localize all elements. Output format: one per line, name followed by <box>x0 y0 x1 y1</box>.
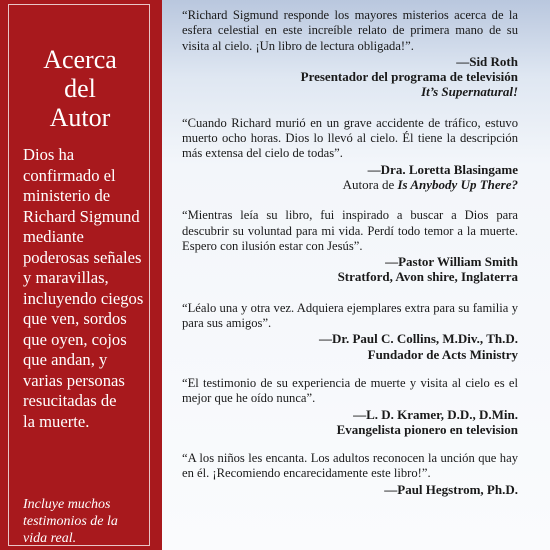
heading-line: Autor <box>49 103 111 132</box>
author-bio <box>23 145 149 432</box>
quote-role <box>182 177 518 192</box>
quote-text: “El testimonio de su experiencia de muerte y visita al cielo es el mejor que he oído nunca”. <box>182 375 518 406</box>
endorsement <box>182 451 518 497</box>
bio-line: que ven, sordos <box>23 309 127 328</box>
quote-text: “A los niños les encanta. Los adultos reconocen la unción que hay en él. ¡Recomiendo encarecidamente este libro!”. <box>182 451 518 481</box>
quote-text: “Cuando Richard murió en un grave accidente de tráfico, estuvo muerto ocho horas. Dios lo llevó al cielo. Él tiene la descripción más extensa del cielo de todas”. <box>182 115 518 161</box>
quote-author: —Sid Roth <box>456 53 518 69</box>
quote-role-book: Is Anybody Up There? <box>397 176 518 192</box>
endorsement <box>182 8 518 100</box>
bio-line: la muerte. <box>23 411 90 431</box>
quote-role-prefix: Autora de <box>342 176 398 192</box>
endorsement <box>182 301 518 362</box>
quote-author: —Paul Hegstrom, Ph.D. <box>384 481 518 497</box>
bio-line: Dios ha <box>23 145 75 164</box>
bio-line: y maravillas, <box>23 268 109 287</box>
bio-line: incluyendo ciegos <box>23 288 144 308</box>
bio-line: que andan, y <box>23 350 108 369</box>
quote-text: “Léalo una y otra vez. Adquiera ejemplares extra para su familia y para sus amigos”. <box>182 300 518 331</box>
quote-role: Stratford, Avon shire, Inglaterra <box>337 269 518 285</box>
note-line: testimonios de la <box>23 514 118 529</box>
bio-line: que oyen, cojos <box>23 329 127 349</box>
bio-line: mediante <box>23 227 84 246</box>
heading-line: del <box>64 74 96 103</box>
panel-heading <box>9 45 151 132</box>
quote-text: “Richard Sigmund responde los mayores misterios acerca de la esfera celestial en este increíble relato de primera mano de su visita al cielo. ¡Un libro de lectura obligada!”. <box>182 8 518 53</box>
bio-line: Richard Sigmund <box>23 206 140 226</box>
panel-border <box>8 4 150 546</box>
endorsement <box>182 376 518 437</box>
bio-line: confirmado el <box>23 165 116 185</box>
quote-author: —Pastor William Smith <box>385 254 518 270</box>
testimonies-note <box>23 496 149 547</box>
bio-line: varias personas <box>23 370 125 390</box>
bio-line: poderosas señales <box>23 247 142 267</box>
quote-role-show: It’s Supernatural! <box>421 84 518 100</box>
bio-line: resucitadas de <box>23 391 117 410</box>
endorsements <box>182 8 518 513</box>
note-line: Incluye muchos <box>23 497 111 512</box>
quote-author: —L. D. Kramer, D.D., D.Min. <box>353 406 518 422</box>
author-panel <box>0 0 162 550</box>
quote-author: —Dr. Paul C. Collins, M.Div., Th.D. <box>318 331 518 347</box>
quote-role: Fundador de Acts Ministry <box>367 346 518 362</box>
endorsement <box>182 208 518 284</box>
quote-text: “Mientras leía su libro, fui inspirado a buscar a Dios para descubrir su voluntad para mi vida. Perdí todo temor a la muerte. Espero con ilusión estar con Jesús”. <box>182 208 518 253</box>
quote-author: —Dra. Loretta Blasingame <box>367 161 518 177</box>
quote-role: Presentador del programa de televisión <box>300 69 518 85</box>
quote-role: Evangelista pionero en television <box>336 421 518 437</box>
note-line: vida real. <box>23 531 77 546</box>
endorsement <box>182 116 518 192</box>
heading-line: Acerca <box>43 45 117 74</box>
bio-line: ministerio de <box>23 186 111 205</box>
